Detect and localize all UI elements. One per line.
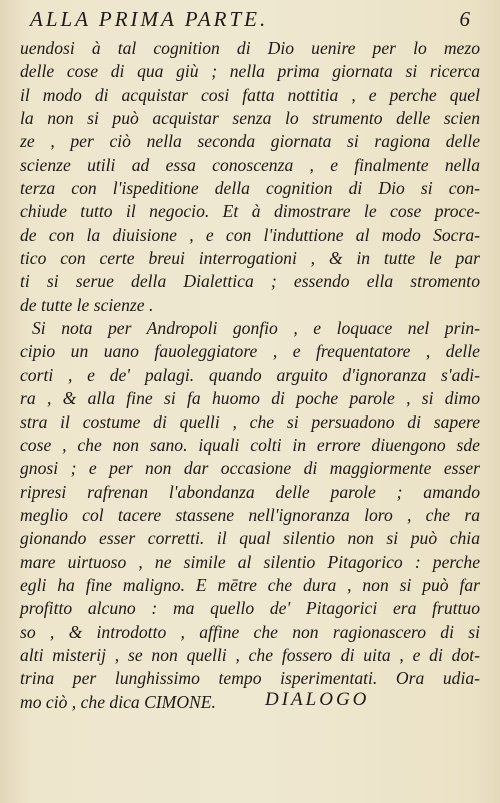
text-line: scienze utili ad essa conoscenza , e finalmente nella <box>20 154 480 175</box>
text-line: uendosi à tal cognition di Dio uenire per lo mezo <box>20 38 480 58</box>
paragraph-1 <box>20 37 480 317</box>
text-line: de con la diuisione , e con l'induttione al modo Socra- <box>20 224 480 245</box>
text-line: cipio un uano fauoleggiatore , e frequentatore , delle <box>20 341 480 362</box>
text-line: profitto alcuno : ma quello de' Pitagorici era fruttuo <box>20 598 480 619</box>
text-line: corti , e de' palagi. quando arguito d'ignoranza s'adi- <box>20 364 480 385</box>
text-line: gionando esser corretti. il qual silentio non si può chia <box>20 528 480 549</box>
text-line: trina per lunghissimo tempo isperimentati. Ora udia- <box>20 668 480 689</box>
text-line: ti si serue della Dialettica ; essendo ella stromento <box>20 271 480 292</box>
catchword: DIALOGO <box>265 689 370 710</box>
text-line: ra , & alla fine si fa huomo di poche parole , si dimo <box>20 388 480 409</box>
text-line: cose , che non sano. iquali colti in errore diuengono sde <box>20 434 480 455</box>
running-head <box>30 6 470 32</box>
page-number: 6 <box>459 7 470 31</box>
text-line: egli ha fine maligno. E mētre che dura , non si può far <box>20 574 480 595</box>
text-line: tico con certe breui interrogationi , & in tutte le par <box>20 248 480 269</box>
text-line: stra il costume di quelli , che si persuadono di sapere <box>20 411 480 432</box>
text-line: mo ciò , che dica CIMONE. <box>20 691 216 712</box>
text-line: il modo di acquistar cosi fatta nottitia , e perche quel <box>20 84 480 105</box>
running-head-title: ALLA PRIMA PARTE. <box>30 7 269 31</box>
text-line: la non si può acquistar senza lo strumento delle scien <box>20 108 480 129</box>
text-line: de tutte le scienze . <box>20 294 154 315</box>
text-line: alti misterij , se non quelli , che fossero di uita , e di dot- <box>20 644 480 665</box>
text-block <box>20 37 480 714</box>
text-line: chiude tutto il negocio. Et à dimostrare le cose proce- <box>20 201 480 222</box>
text-line: ze , per ciò nella seconda giornata si ragiona delle <box>20 131 480 152</box>
text-line: Si nota per Andropoli gonfio , e loquace nel prin- <box>32 318 480 339</box>
text-line: ripresi rafrenan l'abondanza delle parole ; amando <box>20 481 480 502</box>
text-line: meglio col tacere stassene nell'ignoranza loro , che ra <box>20 504 480 525</box>
text-line: so , & introdotto , affine che non ragionascero di si <box>20 621 480 642</box>
text-line: terza con l'ispeditione della cognition di Dio si con- <box>20 178 480 199</box>
text-line: mare uirtuoso , ne simile al silentio Pitagorico : perche <box>20 551 480 572</box>
text-line: delle cose di qua giù ; nella prima giornata si ricerca <box>20 61 480 82</box>
paragraph-2 <box>20 317 480 714</box>
text-line: gnosi ; e per non dar occasione di maggiormente esser <box>20 458 480 479</box>
